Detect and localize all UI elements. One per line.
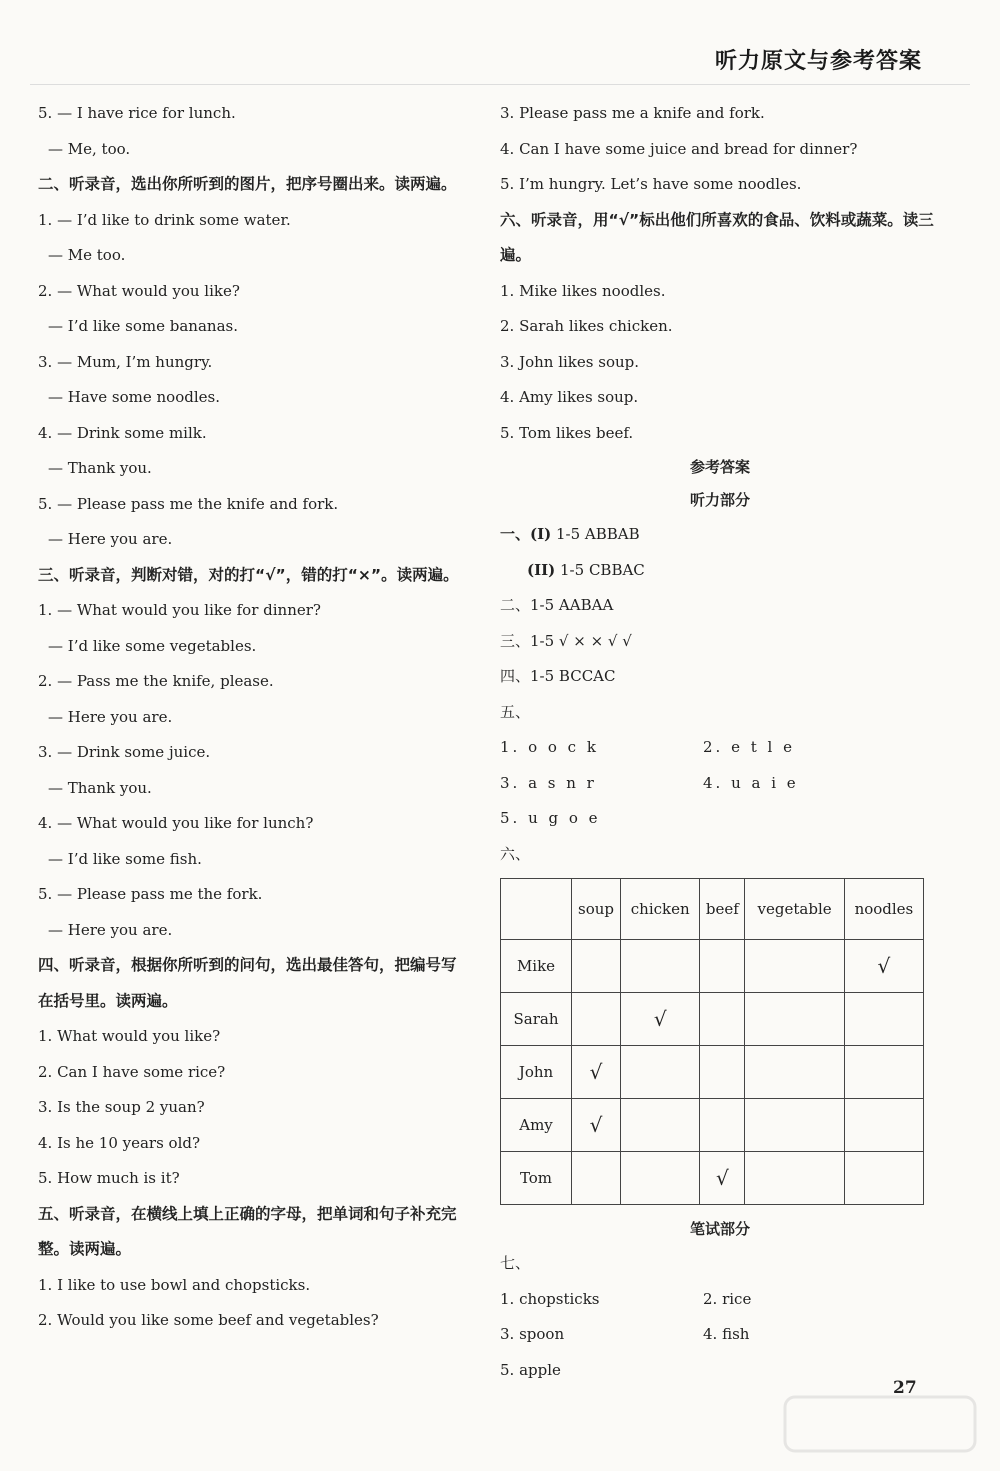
transcript-continued: [500, 96, 940, 451]
check-cell: √: [572, 1046, 621, 1099]
check-cell: [844, 1046, 923, 1099]
transcript-line: 5. How much is it?: [38, 1169, 180, 1187]
transcript-line: 3. Please pass me a knife and fork.: [500, 104, 765, 122]
check-cell: √: [621, 993, 700, 1046]
table-header-cell: noodles: [844, 879, 923, 940]
left-column: [38, 96, 468, 1339]
check-cell: √: [700, 1152, 745, 1205]
transcript-reply: — Here you are.: [48, 707, 173, 726]
transcript-line: 4. Is he 10 years old?: [38, 1133, 201, 1152]
answer-5-label: 五、: [500, 702, 531, 721]
transcript-line: 2. — Pass me the knife, please.: [38, 672, 274, 690]
transcript-line: 5. Tom likes beef.: [500, 423, 634, 442]
transcript-line: 5. I’m hungry. Let’s have some noodles.: [500, 175, 802, 193]
answer-7-row-3: 5. apple: [500, 1360, 561, 1379]
check-cell: [844, 993, 923, 1046]
answer-3: 三、1-5 √ × × √ √: [500, 631, 632, 650]
check-cell: √: [572, 1099, 621, 1152]
section-heading: 四、听录音，根据你所听到的问句，选出最佳答句，把编号写在括号里。读两遍。: [38, 956, 457, 1010]
check-cell: [700, 993, 745, 1046]
check-cell: [621, 940, 700, 993]
table-header-cell: [501, 879, 572, 940]
transcript-reply: — I’d like some bananas.: [48, 317, 238, 335]
row-name-cell: Tom: [501, 1152, 572, 1205]
transcript-line: 1. What would you like?: [38, 1027, 221, 1045]
check-cell: [621, 1152, 700, 1205]
transcript-line: 1. — What would you like for dinner?: [38, 601, 321, 619]
answer-6-label: 六、: [500, 844, 531, 863]
transcript-line: 2. — What would you like?: [38, 281, 240, 300]
answer-1-part-2: (II) 1-5 CBBAC: [527, 560, 645, 579]
transcript-reply: — Here you are.: [48, 530, 173, 548]
check-cell: [700, 1099, 745, 1152]
right-column: [500, 96, 940, 1388]
check-cell: [621, 1046, 700, 1099]
table-body: [501, 940, 924, 1205]
written-section-title: 笔试部分: [689, 1220, 750, 1238]
transcript-line: 2. Can I have some rice?: [38, 1062, 226, 1081]
check-cell: [844, 1152, 923, 1205]
check-cell: √: [844, 940, 923, 993]
check-cell: [572, 1152, 621, 1205]
section-heading: 二、听录音，选出你所听到的图片，把序号圈出来。读两遍。: [38, 175, 457, 193]
answer-4: 四、1-5 BCCAC: [500, 667, 616, 685]
transcript-line: 2. Would you like some beef and vegetables?: [38, 1311, 379, 1329]
transcript-reply: — I’d like some fish.: [48, 849, 202, 868]
transcript-line: 4. — Drink some milk.: [38, 423, 207, 442]
check-cell: [572, 993, 621, 1046]
transcript-reply: — I’d like some vegetables.: [48, 636, 257, 655]
row-name-cell: Mike: [501, 940, 572, 993]
table-row: [501, 1046, 924, 1099]
transcript-line: 5. — Please pass me the knife and fork.: [38, 494, 339, 513]
check-cell: [700, 940, 745, 993]
table-header-cell: vegetable: [745, 879, 845, 940]
transcript-line: 2. Sarah likes chicken.: [500, 317, 673, 335]
transcript-line: 3. Is the soup 2 yuan?: [38, 1098, 205, 1116]
table-header-row: [501, 879, 924, 940]
check-cell: [844, 1099, 923, 1152]
header-divider: [30, 84, 970, 85]
transcript-reply: — Thank you.: [48, 778, 152, 797]
watermark-logo: [780, 1389, 980, 1459]
check-cell: [700, 1046, 745, 1099]
transcript-line: 5. — I have rice for lunch.: [38, 104, 236, 122]
row-name-cell: Sarah: [501, 993, 572, 1046]
transcript-reply: — Me, too.: [48, 139, 131, 158]
transcript-line: 3. — Mum, I’m hungry.: [38, 352, 213, 371]
transcript-line: 4. Can I have some juice and bread for dinner?: [500, 139, 858, 158]
check-cell: [745, 1046, 845, 1099]
page-number: 27: [893, 1378, 917, 1398]
answer-7-row-2: 3. spoon 4. fish: [500, 1325, 750, 1343]
table-row: [501, 1099, 924, 1152]
row-name-cell: Amy: [501, 1099, 572, 1152]
answer-7-row-1: 1. chopsticks 2. rice: [500, 1289, 752, 1308]
answers-title: 参考答案: [689, 458, 750, 476]
answer-5-row-2: 3. a s n r 4. u a i e: [500, 773, 799, 792]
transcript-line: 4. Amy likes soup.: [500, 388, 639, 406]
transcript-line: 1. — I’d like to drink some water.: [38, 210, 291, 229]
check-cell: [621, 1099, 700, 1152]
answer-1-part-1: 一、(I) 1-5 ABBAB: [500, 525, 640, 543]
table-row: [501, 940, 924, 993]
check-cell: [745, 1152, 845, 1205]
transcript-line: 4. — What would you like for lunch?: [38, 814, 314, 832]
answer-7-label: 七、: [500, 1254, 531, 1272]
transcript-line: 3. — Drink some juice.: [38, 743, 211, 761]
answer-5-row-1: 1. o o c k 2. e t l e: [500, 738, 795, 756]
check-cell: [745, 1099, 845, 1152]
section-heading: 六、听录音，用“√”标出他们所喜欢的食品、饮料或蔬菜。读三遍。: [500, 210, 934, 264]
answer-5-row-3: 5. u g o e: [500, 809, 601, 827]
listening-section-title: 听力部分: [689, 491, 750, 509]
transcript-reply: — Here you are.: [48, 920, 173, 939]
section-heading: 五、听录音，在横线上填上正确的字母，把单词和句子补充完整。读两遍。: [38, 1204, 457, 1258]
preference-table: [500, 878, 924, 1205]
check-cell: [745, 940, 845, 993]
transcript-line: 1. I like to use bowl and chopsticks.: [38, 1275, 311, 1294]
row-name-cell: John: [501, 1046, 572, 1099]
check-cell: [572, 940, 621, 993]
transcript-line: 1. Mike likes noodles.: [500, 281, 666, 300]
table-row: [501, 1152, 924, 1205]
table-header-cell: chicken: [621, 879, 700, 940]
table-header-cell: soup: [572, 879, 621, 940]
transcript-line: 3. John likes soup.: [500, 352, 639, 371]
transcript-reply: — Me too.: [48, 246, 126, 264]
check-cell: [745, 993, 845, 1046]
table-header-cell: beef: [700, 879, 745, 940]
transcript-reply: — Have some noodles.: [48, 388, 220, 406]
table-row: [501, 993, 924, 1046]
section-heading: 三、听录音，判断对错，对的打“√”，错的打“×”。读两遍。: [38, 565, 459, 584]
page-header-title: 听力原文与参考答案: [714, 49, 922, 74]
answer-2: 二、1-5 AABAA: [500, 596, 614, 614]
transcript-reply: — Thank you.: [48, 459, 152, 477]
transcript-line: 5. — Please pass me the fork.: [38, 885, 263, 903]
